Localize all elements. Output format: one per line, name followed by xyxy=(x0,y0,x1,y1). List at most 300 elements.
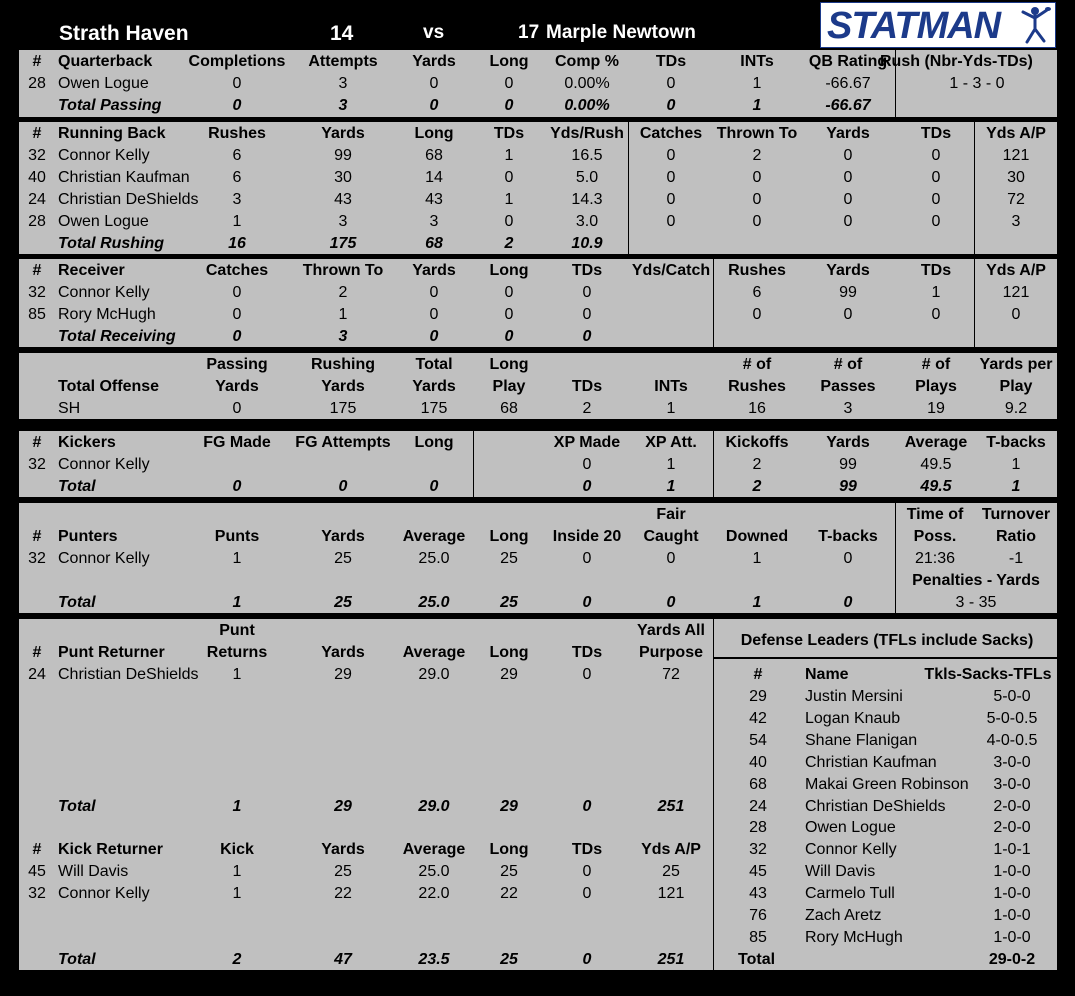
col-header-punters: Punters xyxy=(58,528,118,545)
possession-header: Poss. xyxy=(913,528,957,545)
player-name: Will Davis xyxy=(58,863,129,880)
col-header-top-4 xyxy=(542,620,632,642)
col-header-3: Long xyxy=(489,262,529,279)
total-cell: 175 xyxy=(329,235,357,252)
penalties-header: Penalties - Yards xyxy=(912,572,1040,589)
player-number: 24 xyxy=(28,191,46,208)
stat-cell: 0 xyxy=(666,191,676,208)
stat-cell: 1 xyxy=(1011,456,1021,473)
defense-stat: 5-0-0 xyxy=(993,688,1031,705)
total-cell: 25 xyxy=(334,594,352,611)
player-number: 32 xyxy=(749,841,767,859)
col-header-3: TDs xyxy=(493,125,525,142)
player-name: Rory McHugh xyxy=(805,928,903,946)
col-header-3: Long xyxy=(489,528,529,545)
stat-cell: 0 xyxy=(752,213,762,230)
stat-cell: 25 xyxy=(662,863,680,880)
total-cell: 0 xyxy=(232,328,242,345)
stat-cell: 0 xyxy=(931,213,941,230)
stat-cell: 1 xyxy=(931,284,941,301)
player-number: 28 xyxy=(28,213,46,230)
turnover-header: Ratio xyxy=(996,528,1036,545)
possession-value: 21:36 xyxy=(914,550,956,567)
rushing-section xyxy=(19,122,1057,254)
col-header-0: FG Made xyxy=(203,434,271,451)
stat-cell: 0 xyxy=(666,213,676,230)
stat-cell: 1 xyxy=(232,885,242,902)
col-header-0: Completions xyxy=(188,53,286,70)
stat-cell: 5.0 xyxy=(575,169,599,186)
stat-cell: 3 xyxy=(429,213,439,230)
total-cell: 1 xyxy=(232,594,242,611)
stat-cell: 16.5 xyxy=(571,147,603,164)
player-name: Christian Kaufman xyxy=(805,753,937,771)
total-cell: 3 xyxy=(338,328,348,345)
stat-cell: 0 xyxy=(232,306,242,323)
total-cell: 0 xyxy=(504,97,514,114)
col-header-top-7 xyxy=(805,504,891,526)
player-name: Connor Kelly xyxy=(58,885,150,902)
col-header-1: Yards xyxy=(321,841,365,858)
player-number: 68 xyxy=(749,775,767,793)
total-offense-label: Total Offense xyxy=(58,378,160,395)
stat-cell: 99 xyxy=(334,147,352,164)
home-team-name: Strath Haven xyxy=(59,22,189,45)
col-header-top-1 xyxy=(300,504,386,526)
total-cell: 0 xyxy=(582,798,592,815)
col-header-0: Returns xyxy=(206,644,268,661)
total-cell: 47 xyxy=(334,951,352,968)
stat-cell: 1 xyxy=(752,550,762,567)
total-label: Total xyxy=(58,594,96,611)
player-number: 32 xyxy=(28,147,46,164)
col-header-5: Purpose xyxy=(638,644,703,661)
turnover-header-top: Turnover xyxy=(981,506,1051,523)
player-name: Owen Logue xyxy=(58,213,149,230)
col-header-2: Yards xyxy=(412,53,456,70)
col-header-2: Long xyxy=(414,434,454,451)
col-header-top-9: Yards per xyxy=(979,356,1053,373)
col-header-quarterback: Quarterback xyxy=(58,53,153,70)
defense-stat: 1-0-0 xyxy=(993,907,1031,924)
stat-cell: 22.0 xyxy=(418,885,450,902)
stat-cell: 25.0 xyxy=(418,550,450,567)
stat-cell: 3.0 xyxy=(575,213,599,230)
offense-value: 175 xyxy=(329,400,357,417)
col-header-5: INTs xyxy=(654,378,688,395)
total-cell: 1 xyxy=(1011,478,1021,495)
col-header-4: Inside 20 xyxy=(552,528,622,545)
stat-cell: 1 xyxy=(666,456,676,473)
player-number: 40 xyxy=(28,169,46,186)
stat-cell: 25 xyxy=(334,550,352,567)
col-header-number: # xyxy=(32,262,42,279)
stat-cell: -66.67 xyxy=(825,75,871,92)
total-cell: 2 xyxy=(504,235,514,252)
col-header-top-5: Yards All xyxy=(637,622,705,639)
total-label: Total Passing xyxy=(58,97,162,114)
total-cell: 3 xyxy=(338,97,348,114)
player-name: Owen Logue xyxy=(805,819,896,837)
col-header-3: Long xyxy=(489,841,529,858)
col-header-6: Downed xyxy=(725,528,789,545)
stat-cell: 0 xyxy=(232,75,242,92)
player-number: 32 xyxy=(28,550,46,567)
col-header-top-3: Long xyxy=(489,356,529,373)
total-cell: 68 xyxy=(425,235,443,252)
total-cell: 25.0 xyxy=(418,594,450,611)
stat-cell: 0 xyxy=(843,147,853,164)
stat-cell xyxy=(194,454,280,476)
stat-cell: 2 xyxy=(338,284,348,301)
col-header-top-3 xyxy=(466,504,552,526)
col-header-name: Name xyxy=(805,666,849,683)
stat-cell: 0 xyxy=(429,284,439,301)
total-cell: 1 xyxy=(666,478,676,495)
total-cell: 10.9 xyxy=(571,235,603,252)
section-divider xyxy=(714,657,1057,659)
total-cell: 0 xyxy=(338,478,348,495)
col-header-3: Long xyxy=(489,644,529,661)
col-header-tackles-sacks-tfls: Tkls-Sacks-TFLs xyxy=(924,666,1052,683)
stat-cell xyxy=(391,454,477,476)
col-header-kickers: Kickers xyxy=(58,434,116,451)
col-header-5: TDs xyxy=(655,53,687,70)
col-header-7: Yards xyxy=(826,262,870,279)
stat-cell: 0 xyxy=(843,169,853,186)
total-cell: 29.0 xyxy=(418,798,450,815)
col-header-1: Yards xyxy=(321,644,365,661)
col-header-6: Thrown To xyxy=(716,125,798,142)
player-name: Justin Mersini xyxy=(805,688,903,705)
col-header-8: T-backs xyxy=(986,434,1046,451)
total-cell: 16 xyxy=(228,235,246,252)
defense-stat: 1-0-0 xyxy=(993,863,1031,881)
stat-cell: 25 xyxy=(334,863,352,880)
player-name: Zach Aretz xyxy=(805,907,882,924)
player-name: Christian DeShields xyxy=(58,666,199,683)
penalties-value: 3 - 35 xyxy=(955,594,997,611)
returns-section xyxy=(19,619,1057,970)
player-name: Connor Kelly xyxy=(58,147,150,164)
stat-cell: 0 xyxy=(931,147,941,164)
player-number: 24 xyxy=(749,797,767,815)
player-number: 28 xyxy=(749,819,767,837)
total-cell: 1 xyxy=(232,798,242,815)
total-cell: 0 xyxy=(843,594,853,611)
stat-cell: 14 xyxy=(425,169,443,186)
col-header-5: Yds A/P xyxy=(641,841,701,858)
col-header-1: FG Attempts xyxy=(295,434,391,451)
col-header-4: TDs xyxy=(571,262,603,279)
stat-cell: 1 xyxy=(232,666,242,683)
total-cell: 0 xyxy=(582,478,592,495)
stat-cell: 0 xyxy=(504,306,514,323)
column-divider xyxy=(628,122,629,254)
defense-stat: 1-0-0 xyxy=(993,928,1031,946)
col-header-top-2 xyxy=(391,504,477,526)
player-name: Owen Logue xyxy=(58,75,149,92)
col-header-5: Yds/Catch xyxy=(631,262,711,279)
col-header-2: Yards xyxy=(412,378,456,395)
col-header-3: Play xyxy=(492,378,526,395)
total-cell: 0 xyxy=(504,328,514,345)
total-cell: 99 xyxy=(839,478,857,495)
col-header-3: XP Made xyxy=(553,434,621,451)
stat-cell: 0 xyxy=(752,191,762,208)
stat-cell: 6 xyxy=(232,147,242,164)
defense-stat: 5-0-0.5 xyxy=(986,709,1038,727)
stat-cell: 0 xyxy=(582,456,592,473)
column-divider xyxy=(473,431,474,497)
player-name: Christian Kaufman xyxy=(58,169,190,186)
passing-section xyxy=(19,50,1057,117)
col-header-top-6 xyxy=(714,504,800,526)
col-header-5: Caught xyxy=(643,528,699,545)
stat-cell: 0 xyxy=(429,306,439,323)
offense-value: 175 xyxy=(420,400,448,417)
stat-cell: 0 xyxy=(582,306,592,323)
col-header-4: TDs xyxy=(571,644,603,661)
stat-cell: 43 xyxy=(334,191,352,208)
col-header-0: Kick xyxy=(220,841,254,858)
player-number: 85 xyxy=(749,928,767,946)
stat-cell: 29.0 xyxy=(418,666,450,683)
player-number: 43 xyxy=(749,885,767,903)
stat-cell: 72 xyxy=(1007,191,1025,208)
total-label: Total xyxy=(58,478,96,495)
stat-cell: 0 xyxy=(843,306,853,323)
total-label: Total xyxy=(58,951,96,968)
total-cell: 0 xyxy=(429,328,439,345)
stat-cell: 1 xyxy=(752,75,762,92)
col-header-1: Attempts xyxy=(308,53,378,70)
player-number: 40 xyxy=(749,753,767,771)
player-name: Carmelo Tull xyxy=(805,885,895,903)
total-cell: 2 xyxy=(232,951,242,968)
stat-cell: 0 xyxy=(232,284,242,301)
total-cell: 0 xyxy=(582,328,592,345)
stat-cell: 99 xyxy=(839,284,857,301)
col-header-1: Yards xyxy=(321,528,365,545)
total-cell: 0 xyxy=(582,951,592,968)
col-header-0: Catches xyxy=(205,262,269,279)
stat-cell: 3 xyxy=(338,75,348,92)
total-cell: 0 xyxy=(429,97,439,114)
stat-cell: 43 xyxy=(425,191,443,208)
defense-total-stat: 29-0-2 xyxy=(988,951,1036,968)
defense-stat: 2-0-0 xyxy=(993,819,1031,837)
col-header-top-6: # of xyxy=(742,356,772,373)
stat-cell: 0 xyxy=(582,885,592,902)
col-header-top-3 xyxy=(464,620,554,642)
player-name: Will Davis xyxy=(805,863,876,881)
total-cell: 29 xyxy=(334,798,352,815)
col-header-4: TDs xyxy=(571,841,603,858)
col-header-9: Yds A/P xyxy=(986,262,1046,279)
stat-cell xyxy=(628,282,714,304)
turnover-value: -1 xyxy=(1008,550,1024,567)
total-cell: 0 xyxy=(666,97,676,114)
col-header-top-4 xyxy=(542,354,632,376)
col-header-6: INTs xyxy=(740,53,774,70)
player-name: Shane Flanigan xyxy=(805,731,918,749)
stat-cell: 1 xyxy=(504,147,514,164)
stat-cell: 121 xyxy=(1002,147,1030,164)
col-header-kick-returner: Kick Returner xyxy=(58,841,163,858)
player-number: 85 xyxy=(28,306,46,323)
stat-cell: 0 xyxy=(504,75,514,92)
col-header-4: Yds/Rush xyxy=(550,125,624,142)
col-header-top-2: Total xyxy=(415,356,453,373)
stat-cell: 0 xyxy=(843,191,853,208)
defense-total-label: Total xyxy=(738,951,776,968)
col-header-number: # xyxy=(32,841,42,858)
offense-value: 2 xyxy=(582,400,592,417)
col-header-9: Play xyxy=(999,378,1033,395)
stat-cell: 72 xyxy=(662,666,680,683)
col-header-2: Long xyxy=(414,125,454,142)
player-name: Rory McHugh xyxy=(58,306,156,323)
column-divider xyxy=(974,122,975,254)
possession-header-top: Time of xyxy=(906,506,964,523)
stat-cell: 0 xyxy=(931,306,941,323)
stat-cell: 0 xyxy=(931,169,941,186)
stat-cell: 3 xyxy=(338,213,348,230)
stat-cell: 0 xyxy=(504,284,514,301)
total-label: Total Receiving xyxy=(58,328,176,345)
player-name: Christian DeShields xyxy=(805,797,946,815)
col-header-5: Catches xyxy=(639,125,703,142)
team-abbreviation: SH xyxy=(58,400,81,417)
stat-cell: 0 xyxy=(843,550,853,567)
punting-section xyxy=(19,503,1057,613)
col-header-number: # xyxy=(32,125,42,142)
offense-value: 16 xyxy=(748,400,766,417)
stat-cell: 0 xyxy=(752,306,762,323)
col-header-number: # xyxy=(32,434,42,451)
total-cell: 1 xyxy=(752,594,762,611)
total-cell: 23.5 xyxy=(418,951,450,968)
stat-cell: 22 xyxy=(500,885,518,902)
stat-cell: 14.3 xyxy=(571,191,603,208)
total-cell: 1 xyxy=(752,97,762,114)
stat-cell: 29 xyxy=(500,666,518,683)
col-header-7: QB Rating xyxy=(808,53,888,70)
total-label: Total Rushing xyxy=(58,235,165,252)
col-header-2: Average xyxy=(402,841,466,858)
total-cell: 25 xyxy=(500,594,518,611)
col-header-6: Rushes xyxy=(728,262,786,279)
col-header-top-7: # of xyxy=(833,356,863,373)
defense-stat: 1-0-0 xyxy=(993,885,1031,903)
stat-cell: 0 xyxy=(931,191,941,208)
total-cell: 0 xyxy=(666,594,676,611)
player-number: 32 xyxy=(28,885,46,902)
total-cell: -66.67 xyxy=(825,97,871,114)
col-header-top-5 xyxy=(626,354,716,376)
stat-cell: 0 xyxy=(582,666,592,683)
col-header-0: Yards xyxy=(215,378,259,395)
col-header-top-5: Fair xyxy=(656,506,686,523)
stat-cell: 0 xyxy=(666,169,676,186)
player-name: Connor Kelly xyxy=(805,841,897,859)
stat-cell: 25 xyxy=(500,863,518,880)
col-header-6: Yards xyxy=(826,434,870,451)
stat-cell: 0 xyxy=(582,863,592,880)
col-header-number: # xyxy=(753,666,763,683)
stat-cell xyxy=(628,304,714,326)
stat-cell: 30 xyxy=(334,169,352,186)
total-cell: 0 xyxy=(429,478,439,495)
kicking-section xyxy=(19,431,1057,497)
player-number: 28 xyxy=(28,75,46,92)
column-divider xyxy=(713,431,714,497)
stat-cell: 1 xyxy=(504,191,514,208)
stat-cell: 0 xyxy=(582,284,592,301)
stat-cell xyxy=(300,454,386,476)
offense-value: 0 xyxy=(232,400,242,417)
col-header-top-1 xyxy=(298,620,388,642)
col-header-1: Yards xyxy=(321,125,365,142)
stat-cell: 121 xyxy=(657,885,685,902)
player-number: 29 xyxy=(749,688,767,705)
stat-cell: 29 xyxy=(334,666,352,683)
stat-cell: 121 xyxy=(1002,284,1030,301)
total-cell: 0.00% xyxy=(564,97,610,114)
stat-cell: 0 xyxy=(504,169,514,186)
col-header-1: Thrown To xyxy=(302,262,384,279)
col-header-2: Average xyxy=(402,644,466,661)
col-header-top-0: Passing xyxy=(206,356,268,373)
defense-stat: 2-0-0 xyxy=(993,797,1031,815)
total-label: Total xyxy=(58,798,96,815)
col-header-7: Average xyxy=(904,434,968,451)
total-cell: 25 xyxy=(500,951,518,968)
col-header-number: # xyxy=(32,53,42,70)
offense-value: 1 xyxy=(666,400,676,417)
col-header-4: Comp % xyxy=(555,53,619,70)
stat-cell: 0 xyxy=(666,147,676,164)
defense-stat: 4-0-0.5 xyxy=(986,731,1038,749)
stat-cell: 0.00% xyxy=(564,75,610,92)
col-header-6: Rushes xyxy=(728,378,786,395)
player-number: 24 xyxy=(28,666,46,683)
stat-cell: 22 xyxy=(334,885,352,902)
col-header-number: # xyxy=(32,528,42,545)
col-header-2: Yards xyxy=(412,262,456,279)
col-header-top-0 xyxy=(194,504,280,526)
stat-cell: 0 xyxy=(843,213,853,230)
stat-cell: 0 xyxy=(752,169,762,186)
away-score: 17 xyxy=(518,22,540,43)
player-number: 45 xyxy=(749,863,767,881)
total-cell: 29 xyxy=(500,798,518,815)
total-offense-section xyxy=(19,353,1057,419)
stat-cell: 1 xyxy=(232,550,242,567)
stat-cell: 68 xyxy=(425,147,443,164)
player-number: 76 xyxy=(749,907,767,924)
stat-cell: 0 xyxy=(666,75,676,92)
total-cell: 251 xyxy=(657,798,685,815)
col-header-8: TDs xyxy=(920,262,952,279)
stat-cell: 0 xyxy=(582,550,592,567)
col-header-8: TDs xyxy=(920,125,952,142)
total-cell: 0 xyxy=(232,478,242,495)
stat-cell: 0 xyxy=(1011,306,1021,323)
statman-logo-wordmark: STATMAN xyxy=(827,5,1001,47)
player-name: Connor Kelly xyxy=(58,456,150,473)
